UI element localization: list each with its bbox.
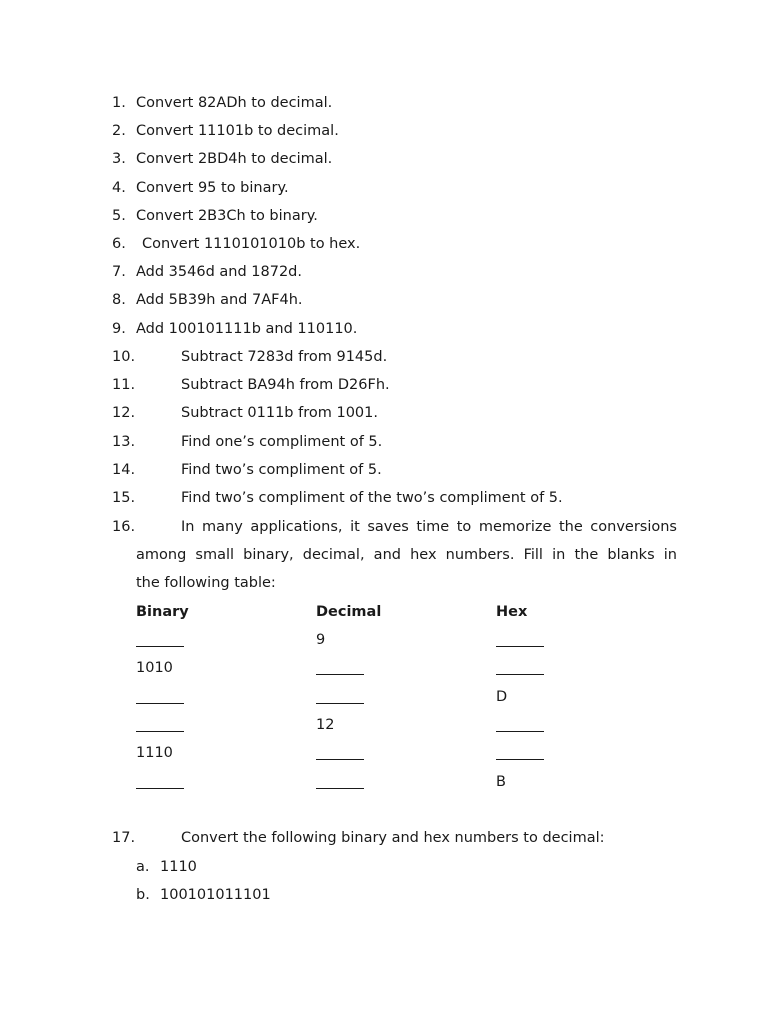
blank-line <box>136 646 184 647</box>
question-6-text: Convert 1110101010b to hex. <box>142 236 361 252</box>
question-12-text: Subtract 0111b from 1001. <box>181 405 378 421</box>
question-5-number: 5. <box>112 208 126 224</box>
question-11-text: Subtract BA94h from D26Fh. <box>181 377 390 393</box>
question-4-text: Convert 95 to binary. <box>136 180 289 196</box>
question-13-number: 13. <box>112 434 136 450</box>
blank-line <box>316 674 364 675</box>
table-cell: D <box>496 689 508 705</box>
question-5-text: Convert 2B3Ch to binary. <box>136 208 318 224</box>
blank-line <box>136 788 184 789</box>
question-7-text: Add 3546d and 1872d. <box>136 264 302 280</box>
table-cell: 9 <box>316 632 326 648</box>
question-16-line-1: In many applications, it saves time to memorize the conversions <box>181 519 677 535</box>
question-9-text: Add 100101111b and 110110. <box>136 321 358 337</box>
blank-line <box>316 703 364 704</box>
blank-line <box>316 788 364 789</box>
blank-line <box>316 759 364 760</box>
question-10-number: 10. <box>112 349 136 365</box>
question-7-number: 7. <box>112 264 126 280</box>
table-cell: B <box>496 774 506 790</box>
question-17-text: Convert the following binary and hex numbers to decimal: <box>181 830 605 846</box>
question-17b-label: b. <box>136 887 150 903</box>
question-14-text: Find two’s compliment of 5. <box>181 462 382 478</box>
table-header-hex: Hex <box>496 604 528 620</box>
question-9-number: 9. <box>112 321 126 337</box>
table-cell: 1110 <box>136 745 173 761</box>
question-16-line-2: among small binary, decimal, and hex numbers. Fill in the blanks in <box>136 547 677 563</box>
question-15-number: 15. <box>112 490 136 506</box>
question-12-number: 12. <box>112 405 136 421</box>
question-1-text: Convert 82ADh to decimal. <box>136 95 333 111</box>
question-16-number: 16. <box>112 519 136 535</box>
question-11-number: 11. <box>112 377 136 393</box>
blank-line <box>496 674 544 675</box>
table-cell: 12 <box>316 717 335 733</box>
question-2-text: Convert 11101b to decimal. <box>136 123 339 139</box>
table-header-decimal: Decimal <box>316 604 382 620</box>
question-4-number: 4. <box>112 180 126 196</box>
blank-line <box>136 703 184 704</box>
blank-line <box>496 731 544 732</box>
question-15-text: Find two’s compliment of the two’s compliment of 5. <box>181 490 563 506</box>
blank-line <box>496 646 544 647</box>
question-17a-text: 1110 <box>160 859 197 875</box>
question-10-text: Subtract 7283d from 9145d. <box>181 349 388 365</box>
question-6-number: 6. <box>112 236 126 252</box>
question-16-line-3: the following table: <box>136 575 276 591</box>
question-3-number: 3. <box>112 151 126 167</box>
question-8-number: 8. <box>112 292 126 308</box>
blank-line <box>136 731 184 732</box>
question-3-text: Convert 2BD4h to decimal. <box>136 151 333 167</box>
question-2-number: 2. <box>112 123 126 139</box>
blank-line <box>496 759 544 760</box>
table-header-binary: Binary <box>136 604 189 620</box>
table-cell: 1010 <box>136 660 173 676</box>
question-17b-text: 100101011101 <box>160 887 271 903</box>
question-14-number: 14. <box>112 462 136 478</box>
question-17-number: 17. <box>112 830 136 846</box>
question-1-number: 1. <box>112 95 126 111</box>
question-8-text: Add 5B39h and 7AF4h. <box>136 292 303 308</box>
question-13-text: Find one’s compliment of 5. <box>181 434 383 450</box>
question-17a-label: a. <box>136 859 150 875</box>
